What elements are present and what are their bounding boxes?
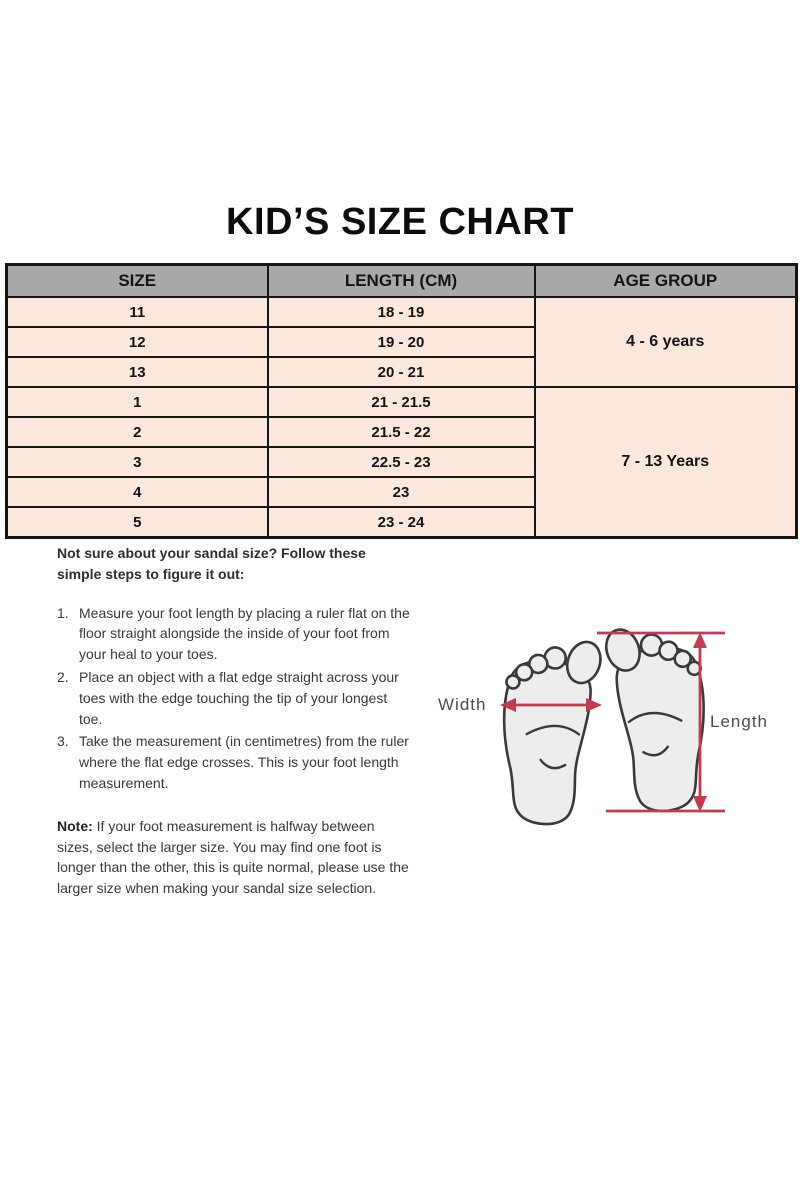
size-cell: 1 (7, 387, 268, 417)
table-row (7, 297, 797, 327)
width-label: Width (438, 695, 487, 714)
length-cell: 19 - 20 (268, 327, 535, 357)
step-number: 1. (57, 604, 69, 621)
length-cell: 20 - 21 (268, 357, 535, 387)
measuring-instructions (57, 543, 413, 899)
length-cell: 23 (268, 477, 535, 507)
step-text: Measure your foot length by placing a ruler flat on the floor straight alongside the inside of your foot from your heal to your toes. (79, 604, 410, 663)
col-header-length: LENGTH (CM) (268, 265, 535, 298)
table-header-row (7, 265, 797, 298)
sizing-note (57, 816, 413, 899)
size-cell: 12 (7, 327, 268, 357)
length-cell: 21.5 - 22 (268, 417, 535, 447)
col-header-age: AGE GROUP (535, 265, 797, 298)
note-text: If your foot measurement is halfway between sizes, select the larger size. You may find one foot is longer than the other, this is quite normal, please use the larger size when making your sandal size selection. (57, 817, 409, 897)
length-cell: 18 - 19 (268, 297, 535, 327)
age-group-cell: 7 - 13 Years (535, 387, 797, 538)
col-header-size: SIZE (7, 265, 268, 298)
length-cell: 22.5 - 23 (268, 447, 535, 477)
size-cell: 5 (7, 507, 268, 538)
step-number: 2. (57, 668, 69, 685)
page-title: KID’S SIZE CHART (226, 201, 574, 243)
table-row (7, 387, 797, 417)
length-label: Length (710, 712, 768, 731)
size-cell: 4 (7, 477, 268, 507)
length-cell: 23 - 24 (268, 507, 535, 538)
size-cell: 3 (7, 447, 268, 477)
length-cell: 21 - 21.5 (268, 387, 535, 417)
step-number: 3. (57, 733, 69, 750)
foot-measurement-diagram (430, 605, 790, 855)
step-text: Take the measurement (in centimetres) from the ruler where the flat edge crosses. This is your foot length measurement. (79, 733, 409, 791)
step-item (57, 667, 413, 729)
instructions-steps (57, 603, 413, 794)
size-table (5, 263, 798, 539)
size-cell: 2 (7, 417, 268, 447)
step-text: Place an object with a flat edge straight across your toes with the edge touching the tip of your longest toe. (79, 668, 399, 727)
size-cell: 11 (7, 297, 268, 327)
size-cell: 13 (7, 357, 268, 387)
step-item (57, 603, 413, 665)
note-label: Note: (57, 817, 93, 834)
left-foot-outline (490, 630, 607, 829)
step-item (57, 731, 413, 793)
age-group-cell: 4 - 6 years (535, 297, 797, 387)
instructions-heading: Not sure about your sandal size? Follow these simple steps to figure it out: (57, 545, 366, 582)
